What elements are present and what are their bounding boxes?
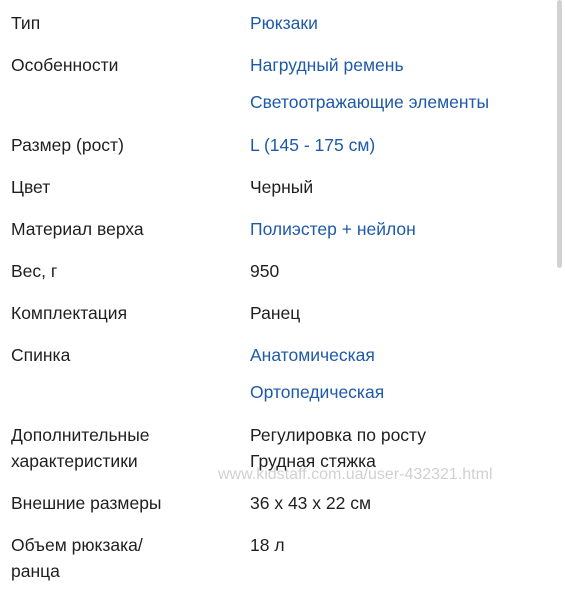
spec-label: Объем рюкзака/ ранца (11, 535, 143, 581)
scrollbar-thumb[interactable] (557, 0, 562, 268)
spec-value-link[interactable]: L (145 - 175 см) (250, 135, 376, 155)
spec-label: Размер (рост) (11, 135, 124, 155)
spec-value (250, 174, 550, 200)
spec-value-text: 18 л (250, 535, 285, 555)
spec-label: Особенности (11, 55, 119, 75)
spec-value-text: Грудная стяжка (250, 451, 376, 471)
spec-label: Внешние размеры (11, 493, 162, 513)
spec-value (250, 10, 550, 36)
spec-label: Цвет (11, 177, 51, 197)
spec-value-link[interactable]: Рюкзаки (250, 13, 318, 33)
spec-value-link[interactable]: Ортопедическая (250, 382, 385, 402)
spec-value-text: Регулировка по росту (250, 425, 427, 445)
spec-label: Дополнительные характеристики (11, 425, 150, 471)
spec-value (250, 490, 550, 516)
spec-value-link[interactable]: Нагрудный ремень (250, 55, 404, 75)
spec-label: Тип (11, 13, 41, 33)
spec-value (250, 300, 550, 326)
spec-value-link[interactable]: Полиэстер + нейлон (250, 219, 416, 239)
spec-value-link[interactable]: Светоотражающие элементы (250, 92, 490, 112)
spec-value-text: Черный (250, 177, 314, 197)
spec-label: Материал верха (11, 219, 144, 239)
spec-label: Спинка (11, 345, 71, 365)
spec-label: Вес, г (11, 261, 58, 281)
spec-value (250, 342, 550, 405)
spec-value-text: 36 х 43 х 22 см (250, 493, 371, 513)
spec-value-text: Ранец (250, 303, 301, 323)
spec-value (250, 532, 550, 558)
spec-label: Комплектация (11, 303, 128, 323)
spec-value (250, 52, 550, 115)
spec-value (250, 258, 550, 284)
spec-value (250, 132, 550, 158)
spec-value (250, 216, 550, 242)
spec-value-text: 950 (250, 261, 280, 281)
spec-value-link[interactable]: Анатомическая (250, 345, 375, 365)
spec-value (250, 422, 550, 474)
watermark: www.kidstaff.com.ua/user-432321.html (218, 466, 493, 483)
